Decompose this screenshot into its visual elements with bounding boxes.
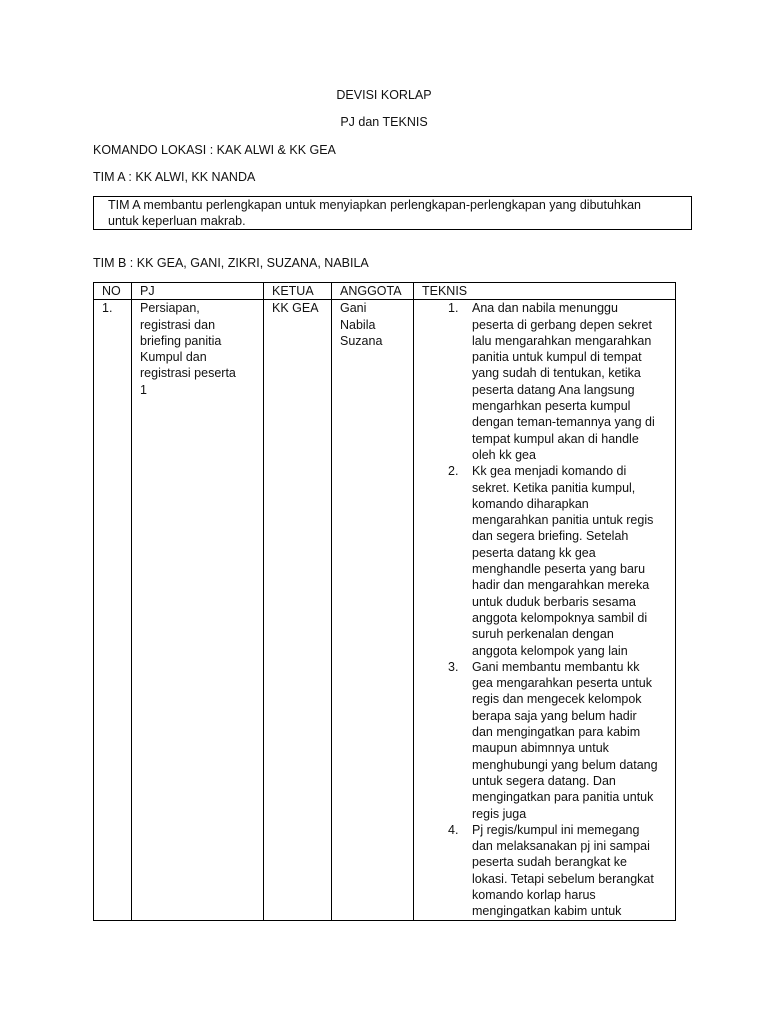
tim-a-description-line: untuk keperluan makrab. [108, 214, 246, 228]
teknis-item-line: lalu mengarahkan mengarahkan [472, 333, 652, 348]
teknis-item-line: lokasi. Tetapi sebelum berangkat [472, 871, 654, 886]
teknis-item-line: mengingatkan para panitia untuk [472, 790, 654, 805]
teknis-item-number: 3. [448, 659, 459, 674]
document-subtitle: PJ dan TEKNIS [340, 115, 428, 129]
pj-line: Persiapan, [140, 301, 200, 316]
cell-teknis [414, 300, 676, 921]
teknis-item-line: menghubungi yang belum datang [472, 757, 658, 772]
teknis-item-line: peserta datang kk gea [472, 545, 596, 560]
teknis-item-line: dan segera briefing. Setelah [472, 529, 629, 544]
teknis-item-text [472, 659, 671, 822]
tim-b-line: TIM B : KK GEA, GANI, ZIKRI, SUZANA, NABILA [93, 256, 369, 270]
teknis-item-line: untuk segera datang. Dan [472, 773, 616, 788]
teknis-item-line: oleh kk gea [472, 447, 536, 462]
teknis-item-line: panitia untuk kumpul di tempat [472, 350, 642, 365]
teknis-item-line: gea mengarahkan peserta untuk [472, 676, 652, 691]
anggota-name: Nabila [340, 317, 376, 332]
teknis-item-line: peserta di gerbang depen sekret [472, 317, 652, 332]
teknis-item-line: regis juga [472, 806, 527, 821]
task-table [93, 282, 676, 921]
teknis-item-line: hadir dan mengarahkan mereka [472, 578, 650, 593]
header-anggota: ANGGOTA [332, 283, 414, 300]
teknis-item-line: komando diharapkan [472, 496, 589, 511]
teknis-item-line: peserta datang Ana langsung [472, 382, 635, 397]
cell-anggota [332, 300, 414, 921]
teknis-item-line: tempat kumpul akan di handle [472, 431, 639, 446]
teknis-item-line: Kk gea menjadi komando di [472, 464, 627, 479]
teknis-item-line: mengarhkan peserta kumpul [472, 399, 631, 414]
teknis-item-line: mengingatkan kabim untuk [472, 904, 622, 919]
teknis-item-line: yang sudah di tentukan, ketika [472, 366, 641, 381]
teknis-item [422, 659, 671, 822]
teknis-item [422, 300, 671, 463]
table-header-row [94, 283, 676, 300]
anggota-name: Gani [340, 301, 367, 316]
header-ketua: KETUA [264, 283, 332, 300]
document-title: DEVISI KORLAP [336, 88, 432, 102]
teknis-item-line: sekret. Ketika panitia kumpul, [472, 480, 636, 495]
pj-line: Kumpul dan [140, 350, 207, 365]
teknis-item-text [472, 463, 671, 659]
teknis-item-text [472, 822, 671, 920]
teknis-item [422, 822, 671, 920]
teknis-item-line: Ana dan nabila menunggu [472, 301, 618, 316]
pj-line: 1 [140, 382, 147, 397]
teknis-item-line: mengarahkan panitia untuk regis [472, 513, 654, 528]
pj-line: registrasi peserta [140, 366, 236, 381]
teknis-item-line: komando korlap harus [472, 887, 596, 902]
teknis-item [422, 463, 671, 659]
teknis-list [422, 300, 671, 919]
teknis-item-line: dan melaksanakan pj ini sampai [472, 839, 650, 854]
teknis-item-line: Gani membantu membantu kk [472, 659, 640, 674]
tim-a-line: TIM A : KK ALWI, KK NANDA [93, 170, 256, 184]
teknis-item-number: 2. [448, 464, 459, 479]
teknis-item-line: suruh perkenalan dengan [472, 627, 614, 642]
header-no: NO [94, 283, 132, 300]
pj-line: registrasi dan [140, 317, 216, 332]
pj-line: briefing panitia [140, 333, 222, 348]
teknis-item-line: peserta sudah berangkat ke [472, 855, 627, 870]
tim-a-description-line: TIM A membantu perlengkapan untuk menyiapkan perlengkapan-perlengkapan yang dibutuhkan [108, 198, 642, 212]
teknis-item-line: menghandle peserta yang baru [472, 562, 646, 577]
teknis-item-line: Pj regis/kumpul ini memegang [472, 822, 640, 837]
teknis-item-number: 4. [448, 822, 459, 837]
teknis-item-line: maupun abimnnya untuk [472, 741, 609, 756]
teknis-item-number: 1. [448, 301, 459, 316]
teknis-item-line: dengan teman-temannya yang di [472, 415, 655, 430]
teknis-item-line: berapa saja yang belum hadir [472, 708, 637, 723]
table-row [94, 300, 676, 921]
teknis-item-line: anggota kelompok yang lain [472, 643, 628, 658]
anggota-name: Suzana [340, 333, 383, 348]
komando-lokasi-line: KOMANDO LOKASI : KAK ALWI & KK GEA [93, 143, 336, 157]
teknis-item-line: regis dan mengecek kelompok [472, 692, 642, 707]
tim-a-description-box [93, 196, 692, 230]
cell-pj [132, 300, 264, 921]
header-pj: PJ [132, 283, 264, 300]
teknis-item-line: anggota kelompoknya sambil di [472, 610, 648, 625]
teknis-item-line: dan mengingatkan para kabim [472, 725, 641, 740]
header-teknis: TEKNIS [414, 283, 676, 300]
cell-no: 1. [94, 300, 132, 921]
teknis-item-text [472, 300, 671, 463]
teknis-item-line: untuk duduk berbaris sesama [472, 594, 636, 609]
cell-ketua: KK GEA [264, 300, 332, 921]
